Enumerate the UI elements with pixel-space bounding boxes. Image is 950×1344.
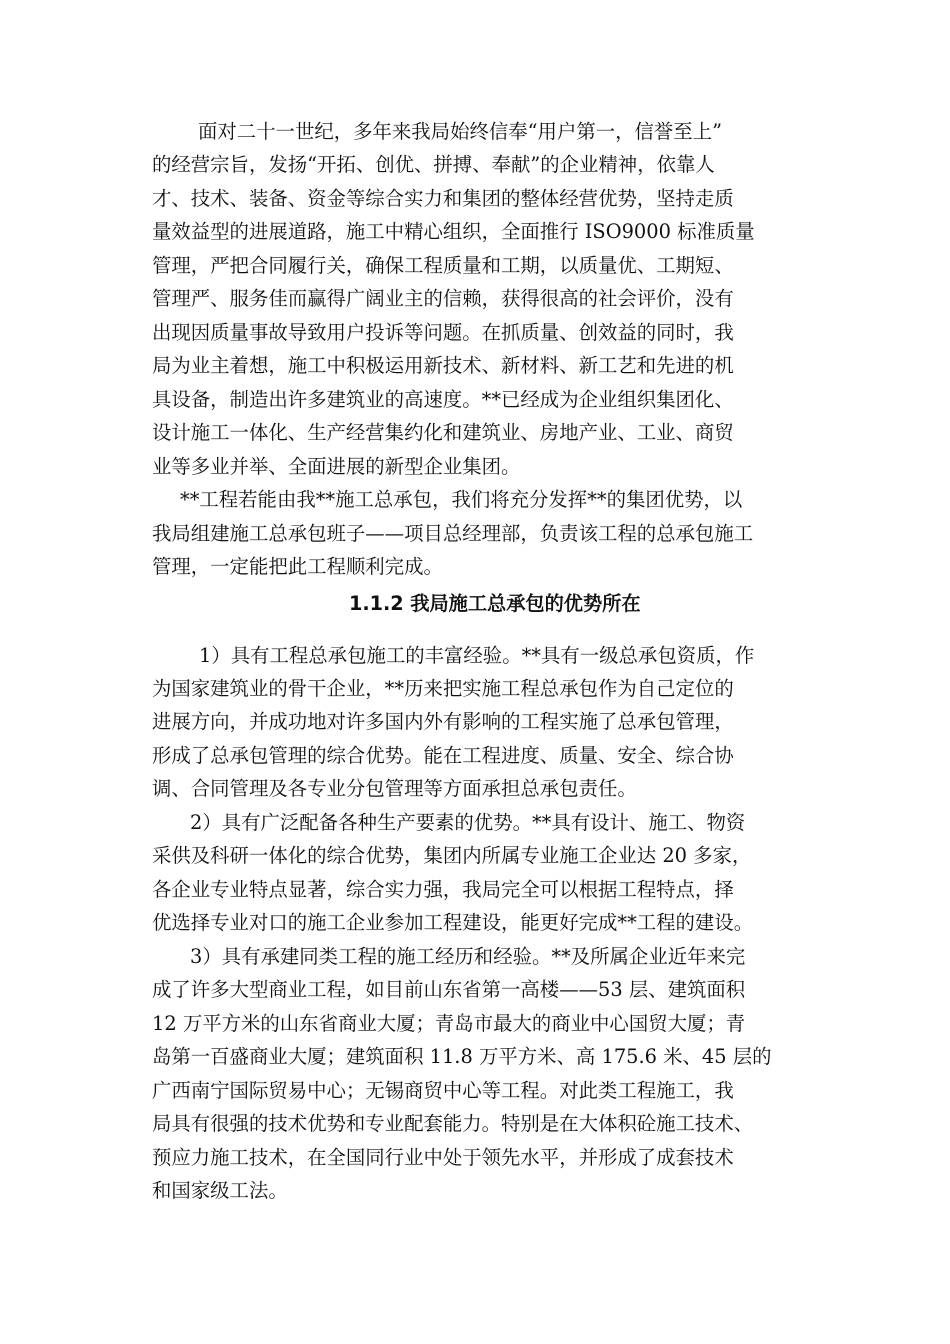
text-line: 和国家级工法。 <box>152 1179 288 1202</box>
text-line: 管理严、服务佳而赢得广阔业主的信赖，获得很高的社会评价，没有 <box>152 287 734 310</box>
text-line: 调、合同管理及各专业分包管理等方面承担总承包责任。 <box>152 777 637 800</box>
text-line: 优选择专业对口的施工企业参加工程建设，能更好完成**工程的建设。 <box>152 911 754 934</box>
text-line: 我局组建施工总承包班子——项目总经理部，负责该工程的总承包施工 <box>152 522 754 545</box>
text-line: 管理，一定能把此工程顺利完成。 <box>152 555 443 578</box>
text-line: 为国家建筑业的骨干企业，**历来把实施工程总承包作为自己定位的 <box>152 677 734 700</box>
text-line: 局具有很强的技术优势和专业配套能力。特别是在大体积砼施工技术、 <box>152 1112 754 1135</box>
text-line: 2）具有广泛配备各种生产要素的优势。**具有设计、施工、物资 <box>190 811 746 834</box>
text-line: **工程若能由我**施工总承包，我们将充分发挥**的集团优势，以 <box>180 488 743 511</box>
text-line: 1）具有工程总承包施工的丰富经验。**具有一级总承包资质，作 <box>199 644 755 667</box>
text-line: 局为业主着想，施工中积极运用新技术、新材料、新工艺和先进的机 <box>152 354 734 377</box>
text-line: 成了许多大型商业工程，如目前山东省第一高楼——53 层、建筑面积 <box>152 978 746 1001</box>
text-line: 各企业专业特点显著，综合实力强，我局完全可以根据工程特点，择 <box>152 878 734 901</box>
text-line: 业等多业并举、全面进展的新型企业集团。 <box>152 455 521 478</box>
text-line: 3）具有承建同类工程的施工经历和经验。**及所属企业近年来完 <box>190 945 746 968</box>
text-line: 形成了总承包管理的综合优势。能在工程进度、质量、安全、综合协 <box>152 744 734 767</box>
section-heading: 1.1.2 我局施工总承包的优势所在 <box>349 592 641 615</box>
text-line: 管理，严把合同履行关，确保工程质量和工期，以质量优、工期短、 <box>152 254 734 277</box>
text-line: 采供及科研一体化的综合优势，集团内所属专业施工企业达 20 多家， <box>152 844 752 867</box>
text-line: 12 万平方米的山东省商业大厦；青岛市最大的商业中心国贸大厦；青 <box>152 1012 746 1035</box>
text-line: 具设备，制造出许多建筑业的高速度。**已经成为企业组织集团化、 <box>152 388 734 411</box>
text-line: 进展方向，并成功地对许多国内外有影响的工程实施了总承包管理， <box>152 710 734 733</box>
text-line: 量效益型的进展道路，施工中精心组织，全面推行 ISO9000 标准质量 <box>152 220 755 243</box>
text-line: 面对二十一世纪，多年来我局始终信奉“用户第一，信誉至上” <box>198 120 722 143</box>
text-line: 设计施工一体化、生产经营集约化和建筑业、房地产业、工业、商贸 <box>152 421 734 444</box>
text-line: 的经营宗旨，发扬“开拓、创优、拼搏、奉献”的企业精神，依靠人 <box>152 153 715 176</box>
text-line: 广西南宁国际贸易中心；无锡商贸中心等工程。对此类工程施工，我 <box>152 1079 734 1102</box>
text-line: 才、技术、装备、资金等综合实力和集团的整体经营优势，坚持走质 <box>152 187 734 210</box>
text-line: 预应力施工技术，在全国同行业中处于领先水平，并形成了成套技术 <box>152 1146 734 1169</box>
text-line: 岛第一百盛商业大厦；建筑面积 11.8 万平方米、高 175.6 米、45 层的 <box>152 1045 772 1068</box>
text-line: 出现因质量事故导致用户投诉等问题。在抓质量、创效益的同时，我 <box>152 321 734 344</box>
